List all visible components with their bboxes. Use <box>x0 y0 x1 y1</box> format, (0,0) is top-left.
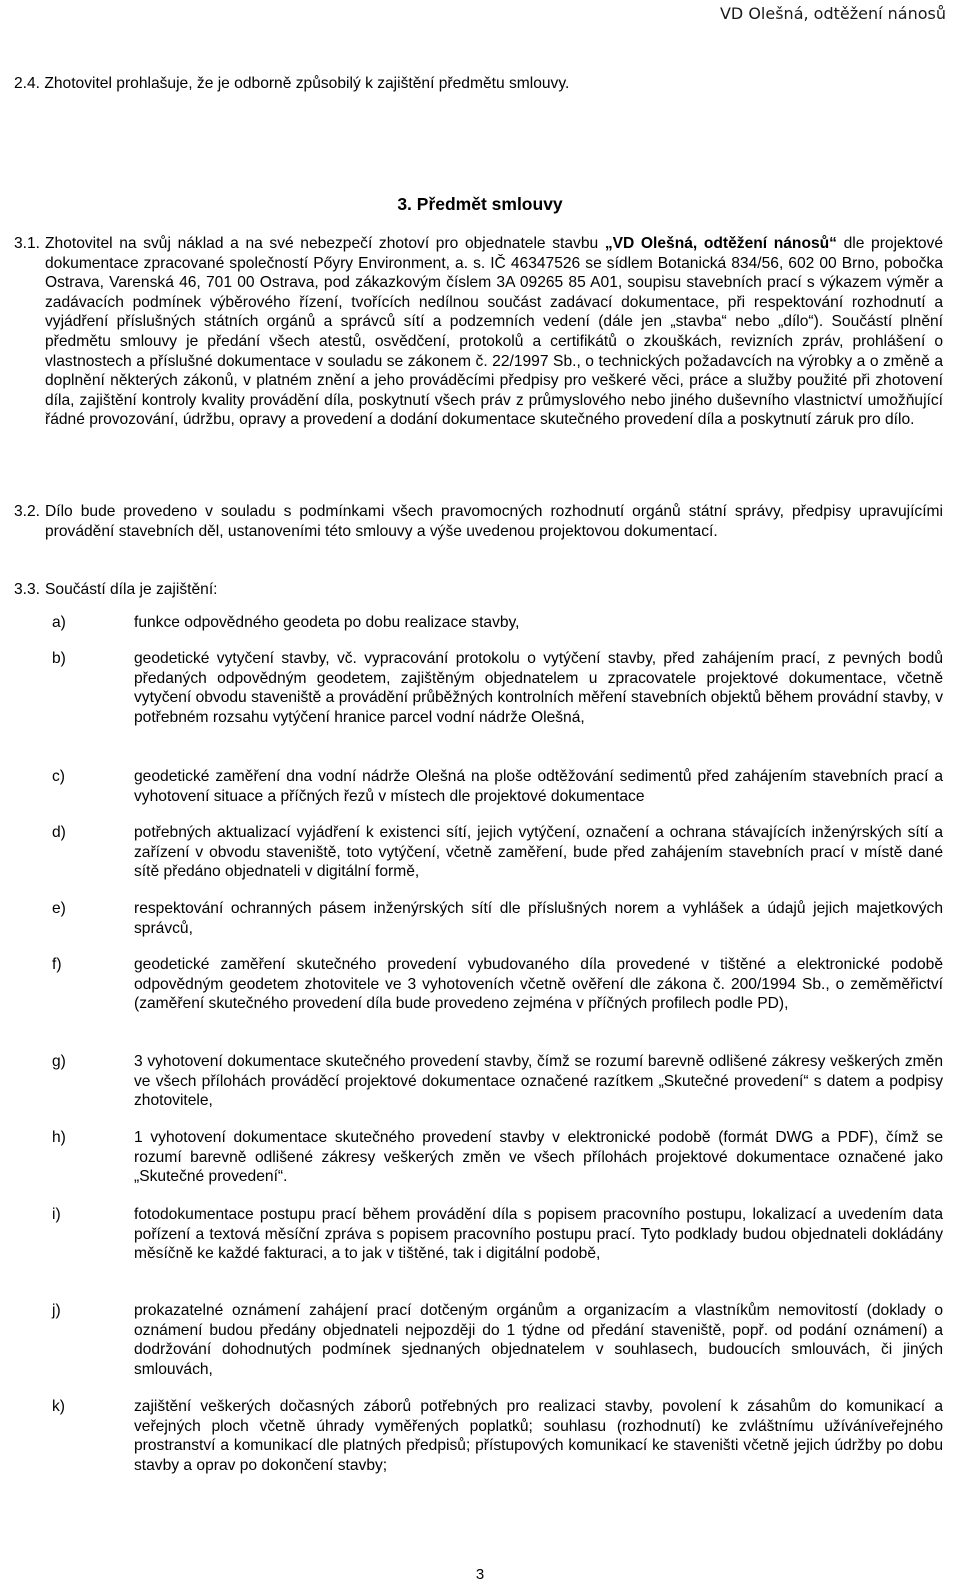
page-number: 3 <box>475 1566 485 1583</box>
clause-3-2-text: Dílo bude provedeno v souladu s podmínkami všech pravomocných rozhodnutí orgánů státní správy, předpisy upravujícími provádění stavebních děl, ustanoveními této smlouvy a výše uvedenou projektovou dokumentací. <box>45 503 943 540</box>
item-g-label: g) <box>52 1053 66 1070</box>
item-b-label: b) <box>52 650 66 667</box>
item-k-label: k) <box>52 1398 65 1415</box>
item-a-label: a) <box>52 614 66 631</box>
item-b-text: geodetické vytyčení stavby, vč. vypracování protokolu o vytýčení stavby, před zahájením prací, z pevných bodů předaných odpovědným geodetem, zajištěným objednatelem u zpracovatele projektové dokumentace, včetně vytyčení obvodu staveniště a provádění průběžných kontrolních měření stavebních objektů během provádní stavby, v potřebném rozsahu vytýčení hranice parcel vodní nádrže Olešná, <box>134 650 943 726</box>
item-a-text: funkce odpovědného geodeta po dobu realizace stavby, <box>134 614 520 631</box>
item-i-label: i) <box>52 1206 61 1223</box>
clause-3-1-part1: Zhotovitel na svůj náklad a na své nebezpečí zhotoví pro objednatele stavbu <box>45 235 605 252</box>
item-c-label: c) <box>52 768 65 785</box>
clause-3-3-text: Součástí díla je zajištění: <box>45 581 218 598</box>
item-f-text: geodetické zaměření skutečného provedení vybudovaného díla provedené v tištěné a elektronické podobě odpovědným geodetem zhotovitele ve 3 vyhotoveních včetně ověření dle zákona č. 200/1994 Sb., o zeměměřictví (zaměření skutečného provedení díla bude provedeno zejména v příčných profilech podle PD), <box>134 956 943 1013</box>
item-k-text: zajištění veškerých dočasných záborů potřebných pro realizaci stavby, povolení k zásahům do komunikací a veřejných ploch včetně úhrady vyměřených poplatků; souhlasu (rozhodnutí) ke zvláštnímu užíváníveřejného prostranství a komunikací dle platných předpisů; přístupových komunikací ke staveništi včetně jejich údržby po dobu stavby a oprav po dokončení stavby; <box>134 1398 943 1474</box>
section-title: 3. Předmět smlouvy <box>397 194 563 214</box>
clause-2-4: 2.4. Zhotovitel prohlašuje, že je odborně způsobilý k zajištění předmětu smlouvy. <box>14 75 570 92</box>
item-h-label: h) <box>52 1129 66 1146</box>
clause-3-1-number: 3.1. <box>14 235 41 252</box>
item-e-text: respektování ochranných pásem inženýrských sítí dle příslušných norem a vyhlášek a údajů jejich majetkových správců, <box>134 900 943 937</box>
item-c-text: geodetické zaměření dna vodní nádrže Olešná na ploše odtěžování sedimentů před zahájením stavebních prací a vyhotovení situace a příčných řezů v místech dle projektové dokumentace <box>134 768 943 805</box>
clause-3-1-text <box>45 234 943 430</box>
item-i-text: fotodokumentace postupu prací během provádění díla s popisem pracovního postupu, lokalizací a uvedením data pořízení a textová měsíční zpráva s popisem pracovního postupu prací. Tyto podklady budou objednateli dokládány měsíčně ke každé fakturaci, a to jak v tištěné, tak i digitální podobě, <box>134 1206 943 1263</box>
item-h-text: 1 vyhotovení dokumentace skutečného provedení stavby v elektronické podobě (formát DWG a PDF), čímž se rozumí barevně odlišené zákresy veškerých změn ve všech přílohách projektové dokumentace označené jako „Skutečné provedení“. <box>134 1129 943 1186</box>
clause-3-1-part2: dle projektové dokumentace zpracované společností Pőyry Environment, a. s. IČ 46347526 se sídlem Botanická 834/56, 602 00 Brno, pobočka Ostrava, Varenská 46, 701 00 Ostrava, pod zákazkovým číslem 3A 09265 85 A01, soupisu stavebních prací s výkazem výměr a zadávacích podmínek výběrového řízení, tvořících nedílnou součást zadávací dokumentace, při respektování rozhodnutí a vyjádření příslušných státních orgánů a správců sítí a podzemních vedení (dále jen „stavba“ nebo „dílo“). Součástí plnění předmětu smlouvy je předání všech atestů, osvědčení, protokolů a certifikátů o zkouškách, revizních zpráv, prohlášení o vlastnostech a příslušné dokumentace v souladu se zákonem č. 22/1997 Sb., o technických požadavcích na výrobky a o změně a doplnění některých zákonů, v platném znění a jeho prováděcími předpisy pro veškeré věci, práce a služby použité při zhotovení díla, zajištění kontroly kvality provádění díla, poskytnutí všech práv z průmyslového nebo jiného duševního vlastnictví umožňující řádné provozování, údržbu, opravy a provedení a dodání dokumentace skutečného provedení díla a poskytnutí záruk pro dílo. <box>45 235 943 429</box>
project-name: „VD Olešná, odtěžení nánosů“ <box>604 235 837 252</box>
item-e-label: e) <box>52 900 66 917</box>
item-d-label: d) <box>52 824 66 841</box>
item-j-text: prokazatelné oznámení zahájení prací dotčeným orgánům a organizacím a vlastníkům nemovitostí (doklady o oznámení budou předány objednateli nejpozději do 1 týdne od předání staveniště, popř. od podání oznámení) a dodržování dohodnutých podmínek sjednaných objednatelem v souhlasech, budoucích smlouvách, či jiných smlouvách, <box>134 1302 943 1378</box>
running-header: VD Olešná, odtěžení nánosů <box>719 4 946 23</box>
item-d-text: potřebných aktualizací vyjádření k existenci sítí, jejich vytýčení, označení a ochrana stávajících inženýrských sítí a zařízení v obvodu staveniště, toto vytýčení, včetně zaměření, bude před zahájením stavebních prací v místě dané sítě předáno objednateli v digitální formě, <box>134 824 943 881</box>
clause-3-3-number: 3.3. <box>14 581 41 598</box>
item-f-label: f) <box>52 956 62 973</box>
item-g-text: 3 vyhotovení dokumentace skutečného provedení stavby, čímž se rozumí barevně odlišené zákresy veškerých změn ve všech přílohách prováděcí projektové dokumentace označené razítkem „Skutečné provedení“ s datem a podpisy zhotovitele, <box>134 1053 943 1110</box>
item-j-label: j) <box>52 1302 61 1319</box>
clause-3-2-number: 3.2. <box>14 503 41 520</box>
